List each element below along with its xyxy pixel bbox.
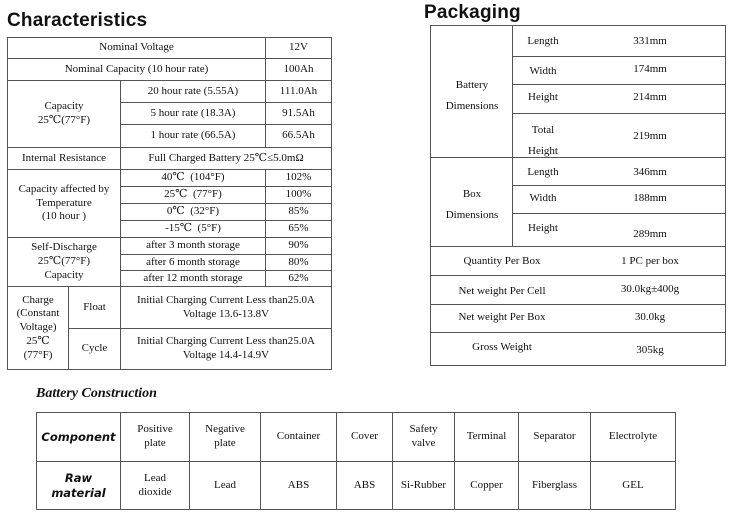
charge-float-line1: Initial Charging Current Less than25.0A	[137, 293, 315, 306]
self-discharge-12m: after 12 month storage	[120, 270, 266, 287]
temperature-minus15c-value: 65%	[265, 220, 332, 238]
characteristics-title: Characteristics	[7, 10, 148, 31]
battery-total-height-label	[513, 120, 573, 162]
battery-dimensions-line2: Dimensions	[445, 100, 499, 112]
component-name: valve	[411, 437, 436, 449]
internal-resistance-label: Internal Resistance	[7, 147, 121, 170]
material-negative-plate: Lead	[189, 461, 261, 510]
nominal-voltage-label: Nominal Voltage	[7, 37, 266, 59]
self-discharge-label-line3: Capacity	[44, 268, 84, 281]
charge-float-value	[120, 286, 332, 329]
charge-label-line1: Charge	[22, 293, 54, 306]
box-height-value: 289mm	[633, 228, 667, 240]
capacity-rate-5h: 5 hour rate (18.3A)	[120, 102, 266, 125]
self-discharge-3m-value: 90%	[265, 237, 332, 255]
component-cover: Cover	[336, 412, 393, 462]
packaging-divider	[512, 213, 726, 214]
box-dimensions-line1: Box	[462, 188, 482, 200]
battery-total-height-line2: Height	[528, 145, 558, 157]
gross-weight-value: 305kg	[636, 344, 664, 356]
self-discharge-label-line2: 25℃(77°F)	[37, 255, 91, 268]
temperature-0c-value: 85%	[265, 203, 332, 221]
battery-total-height-line1: Total	[531, 124, 555, 136]
temperature-label-line3: (10 hour )	[42, 210, 86, 223]
component-negative-plate	[189, 412, 261, 462]
temperature-label-line2: Temperature	[36, 196, 92, 209]
internal-resistance-condition: Full Charged Battery 25℃≤	[148, 151, 274, 164]
charge-label-line3: Voltage)	[19, 321, 57, 334]
packaging-divider	[512, 185, 726, 186]
quantity-label: Quantity Per Box	[463, 255, 541, 267]
construction-header-label	[36, 412, 121, 462]
component-name: Negative	[205, 423, 245, 436]
box-length-label: Length	[527, 166, 559, 178]
packaging-divider	[430, 157, 726, 158]
component-separator: Separator	[518, 412, 591, 462]
temperature-40c: 40℃ (104°F)	[120, 169, 266, 187]
self-discharge-6m-value: 80%	[265, 254, 332, 271]
battery-total-height-value: 219mm	[633, 130, 667, 142]
net-weight-cell-label: Net weight Per Cell	[458, 285, 546, 297]
box-width-value: 188mm	[633, 192, 667, 204]
packaging-divider	[430, 246, 726, 247]
box-dimensions-label	[432, 184, 512, 226]
component-positive-plate	[120, 412, 190, 462]
battery-width-label: Width	[529, 65, 557, 77]
capacity-label	[7, 80, 121, 148]
internal-resistance-value	[120, 147, 332, 170]
temperature-25c: 25℃ (77°F)	[120, 186, 266, 204]
capacity-rate-20h: 20 hour rate (5.55A)	[120, 80, 266, 103]
material-terminal: Copper	[454, 461, 519, 510]
component-label: Component	[41, 429, 116, 444]
packaging-divider	[512, 113, 726, 114]
box-dimensions-line2: Dimensions	[445, 209, 499, 221]
packaging-divider	[430, 332, 726, 333]
construction-row-label	[36, 461, 121, 510]
raw-material-line2: material	[51, 485, 106, 500]
battery-dimensions-label	[432, 75, 512, 117]
material-safety-valve: Si-Rubber	[392, 461, 455, 510]
charge-cycle-value	[120, 328, 332, 370]
self-discharge-label	[7, 237, 121, 287]
material-cover: ABS	[336, 461, 393, 510]
temperature-label-line1: Capacity affected by	[18, 182, 110, 195]
component-terminal: Terminal	[454, 412, 519, 462]
temperature-25c-value: 100%	[265, 186, 332, 204]
charge-cycle-label: Cycle	[68, 328, 121, 370]
charge-label-line2: (Constant	[16, 307, 60, 320]
self-discharge-6m: after 6 month storage	[120, 254, 266, 271]
capacity-value-20h: 111.0Ah	[265, 80, 332, 103]
capacity-label-line1: Capacity	[44, 100, 84, 113]
capacity-label-line2: 25℃(77°F)	[37, 114, 91, 126]
charge-label-line5: (77°F)	[23, 348, 53, 361]
component-name: plate	[144, 437, 166, 449]
gross-weight-label: Gross Weight	[472, 341, 532, 353]
temperature-0c: 0℃ (32°F)	[120, 203, 266, 221]
material-separator: Fiberglass	[518, 461, 591, 510]
charge-cycle-line2: Voltage 14.4-14.9V	[182, 349, 270, 361]
internal-resistance-ohms: 5.0mΩ	[273, 151, 304, 164]
component-electrolyte: Electrolyte	[590, 412, 676, 462]
packaging-divider	[512, 84, 726, 85]
box-width-label: Width	[529, 192, 557, 204]
self-discharge-12m-value: 62%	[265, 270, 332, 287]
self-discharge-3m: after 3 month storage	[120, 237, 266, 255]
temperature-minus15c: -15℃ (5°F)	[120, 220, 266, 238]
battery-length-value: 331mm	[633, 35, 667, 47]
nominal-voltage-value: 12V	[265, 37, 332, 59]
battery-height-label: Height	[528, 91, 558, 103]
component-container: Container	[260, 412, 337, 462]
charge-label-line4: 25℃	[26, 334, 50, 347]
component-safety-valve	[392, 412, 455, 462]
battery-dimensions-line1: Battery	[455, 79, 489, 91]
packaging-title: Packaging	[424, 2, 521, 23]
temperature-label	[7, 169, 121, 238]
temperature-40c-value: 102%	[265, 169, 332, 187]
charge-float-label: Float	[68, 286, 121, 329]
battery-width-value: 174mm	[633, 63, 667, 75]
construction-title: Battery Construction	[36, 386, 157, 401]
charge-cycle-line1: Initial Charging Current Less than25.0A	[137, 335, 315, 348]
raw-material-line1: Raw	[64, 471, 93, 486]
nominal-capacity-label: Nominal Capacity (10 hour rate)	[7, 58, 266, 81]
packaging-divider	[512, 56, 726, 57]
component-name: Positive	[137, 423, 173, 436]
component-name: Safety	[409, 423, 438, 436]
packaging-divider	[430, 304, 726, 305]
box-length-value: 346mm	[633, 166, 667, 178]
net-weight-cell-value: 30.0kg±400g	[620, 283, 680, 295]
packaging-divider	[430, 275, 726, 276]
net-weight-box-value: 30.0kg	[634, 311, 666, 323]
quantity-value: 1 PC per box	[621, 255, 679, 267]
material-positive-plate	[120, 461, 190, 510]
nominal-capacity-value: 100Ah	[265, 58, 332, 81]
charge-float-line2: Voltage 13.6-13.8V	[182, 307, 270, 320]
component-name: plate	[214, 437, 236, 449]
material-electrolyte: GEL	[590, 461, 676, 510]
capacity-value-5h: 91.5Ah	[265, 102, 332, 125]
material-container: ABS	[260, 461, 337, 510]
charge-label	[7, 286, 69, 370]
material-name: dioxide	[138, 485, 172, 498]
box-height-label: Height	[528, 222, 558, 234]
self-discharge-label-line1: Self-Discharge	[31, 241, 97, 254]
battery-length-label: Length	[527, 35, 559, 47]
capacity-rate-1h: 1 hour rate (66.5A)	[120, 124, 266, 148]
capacity-value-1h: 66.5Ah	[265, 124, 332, 148]
material-name: Lead	[144, 471, 166, 484]
battery-height-value: 214mm	[633, 91, 667, 103]
net-weight-box-label: Net weight Per Box	[458, 311, 546, 323]
